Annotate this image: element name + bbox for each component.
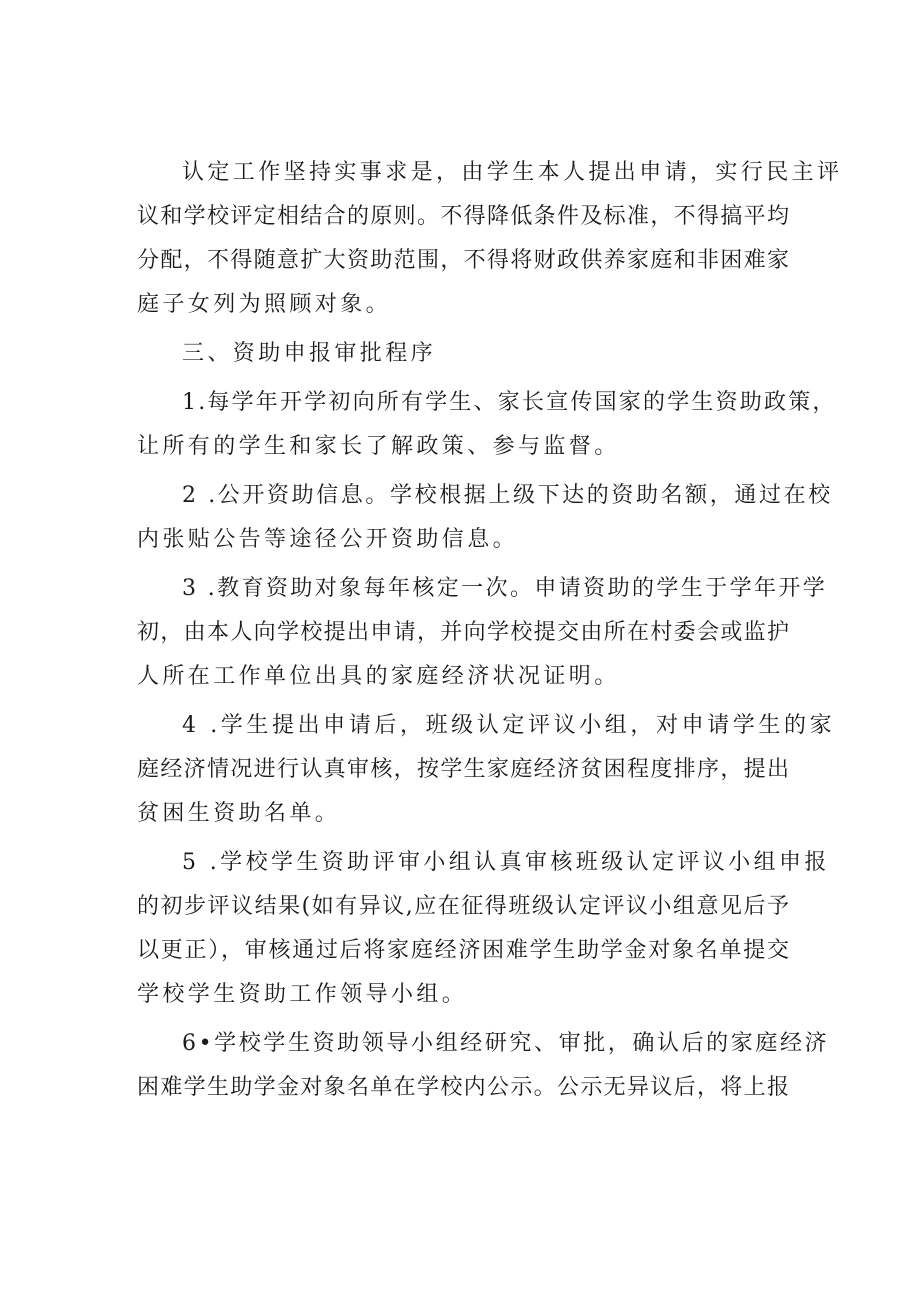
paragraph-principle — [137, 151, 843, 327]
text-line: 以更正），审核通过后将家庭经济困难学生助学金对象名单提交 — [137, 938, 789, 963]
text-line: 内张贴公告等途径公开资助信息。 — [137, 527, 519, 552]
text-line: 认定工作坚持实事求是，由学生本人提出申请，实行民主评 — [182, 160, 843, 185]
paragraph-step-3 — [137, 567, 828, 699]
text-line: 学校学生资助工作领导小组。 — [137, 982, 468, 1007]
text-line: 分配，不得随意扩大资助范围，不得将财政供养家庭和非困难家 — [137, 248, 789, 273]
paragraph-step-6 — [137, 1022, 830, 1110]
section-heading — [137, 332, 789, 376]
text-line: 的初步评议结果(如有异议,应在征得班级认定评议小组意见后予 — [137, 894, 789, 919]
text-line: 初，由本人向学校提出申请，并向学校提交由所在村委会或监护 — [137, 620, 789, 645]
paragraph-step-1 — [137, 381, 837, 469]
document-body — [137, 151, 843, 1110]
text-line: 5 .学校学生资助评审小组认真审核班级认定评议小组申报 — [182, 850, 830, 875]
text-line: 2 .公开资助信息。学校根据上级下达的资助名额，通过在校 — [182, 483, 833, 508]
text-line: 让所有的学生和家长了解政策、参与监督。 — [137, 434, 620, 459]
text-line: 议和学校评定相结合的原则。不得降低条件及标准，不得搞平均 — [137, 204, 789, 229]
paragraph-step-2 — [137, 474, 833, 562]
heading-text: 三、资助申报审批程序 — [182, 341, 437, 366]
text-line: 庭子女列为照顾对象。 — [137, 292, 392, 317]
text-line: 人所在工作单位出具的家庭经济状况证明。 — [137, 664, 620, 689]
text-line: 4 .学生提出申请后，班级认定评议小组，对申请学生的家 — [182, 713, 836, 738]
text-line: 贫困生资助名单。 — [137, 801, 341, 826]
paragraph-step-4 — [137, 704, 836, 836]
text-line: 庭经济情况进行认真审核，按学生家庭经济贫困程度排序，提出 — [137, 757, 789, 782]
paragraph-step-5 — [137, 841, 830, 1017]
text-line: 6•学校学生资助领导小组经研究、审批，确认后的家庭经济 — [182, 1031, 830, 1056]
text-line: 1.每学年开学初向所有学生、家长宣传国家的学生资助政策， — [182, 390, 837, 415]
text-line: 3 .教育资助对象每年核定一次。申请资助的学生于学年开学 — [182, 576, 828, 601]
text-line: 困难学生助学金对象名单在学校内公示。公示无异议后，将上报 — [137, 1075, 789, 1100]
